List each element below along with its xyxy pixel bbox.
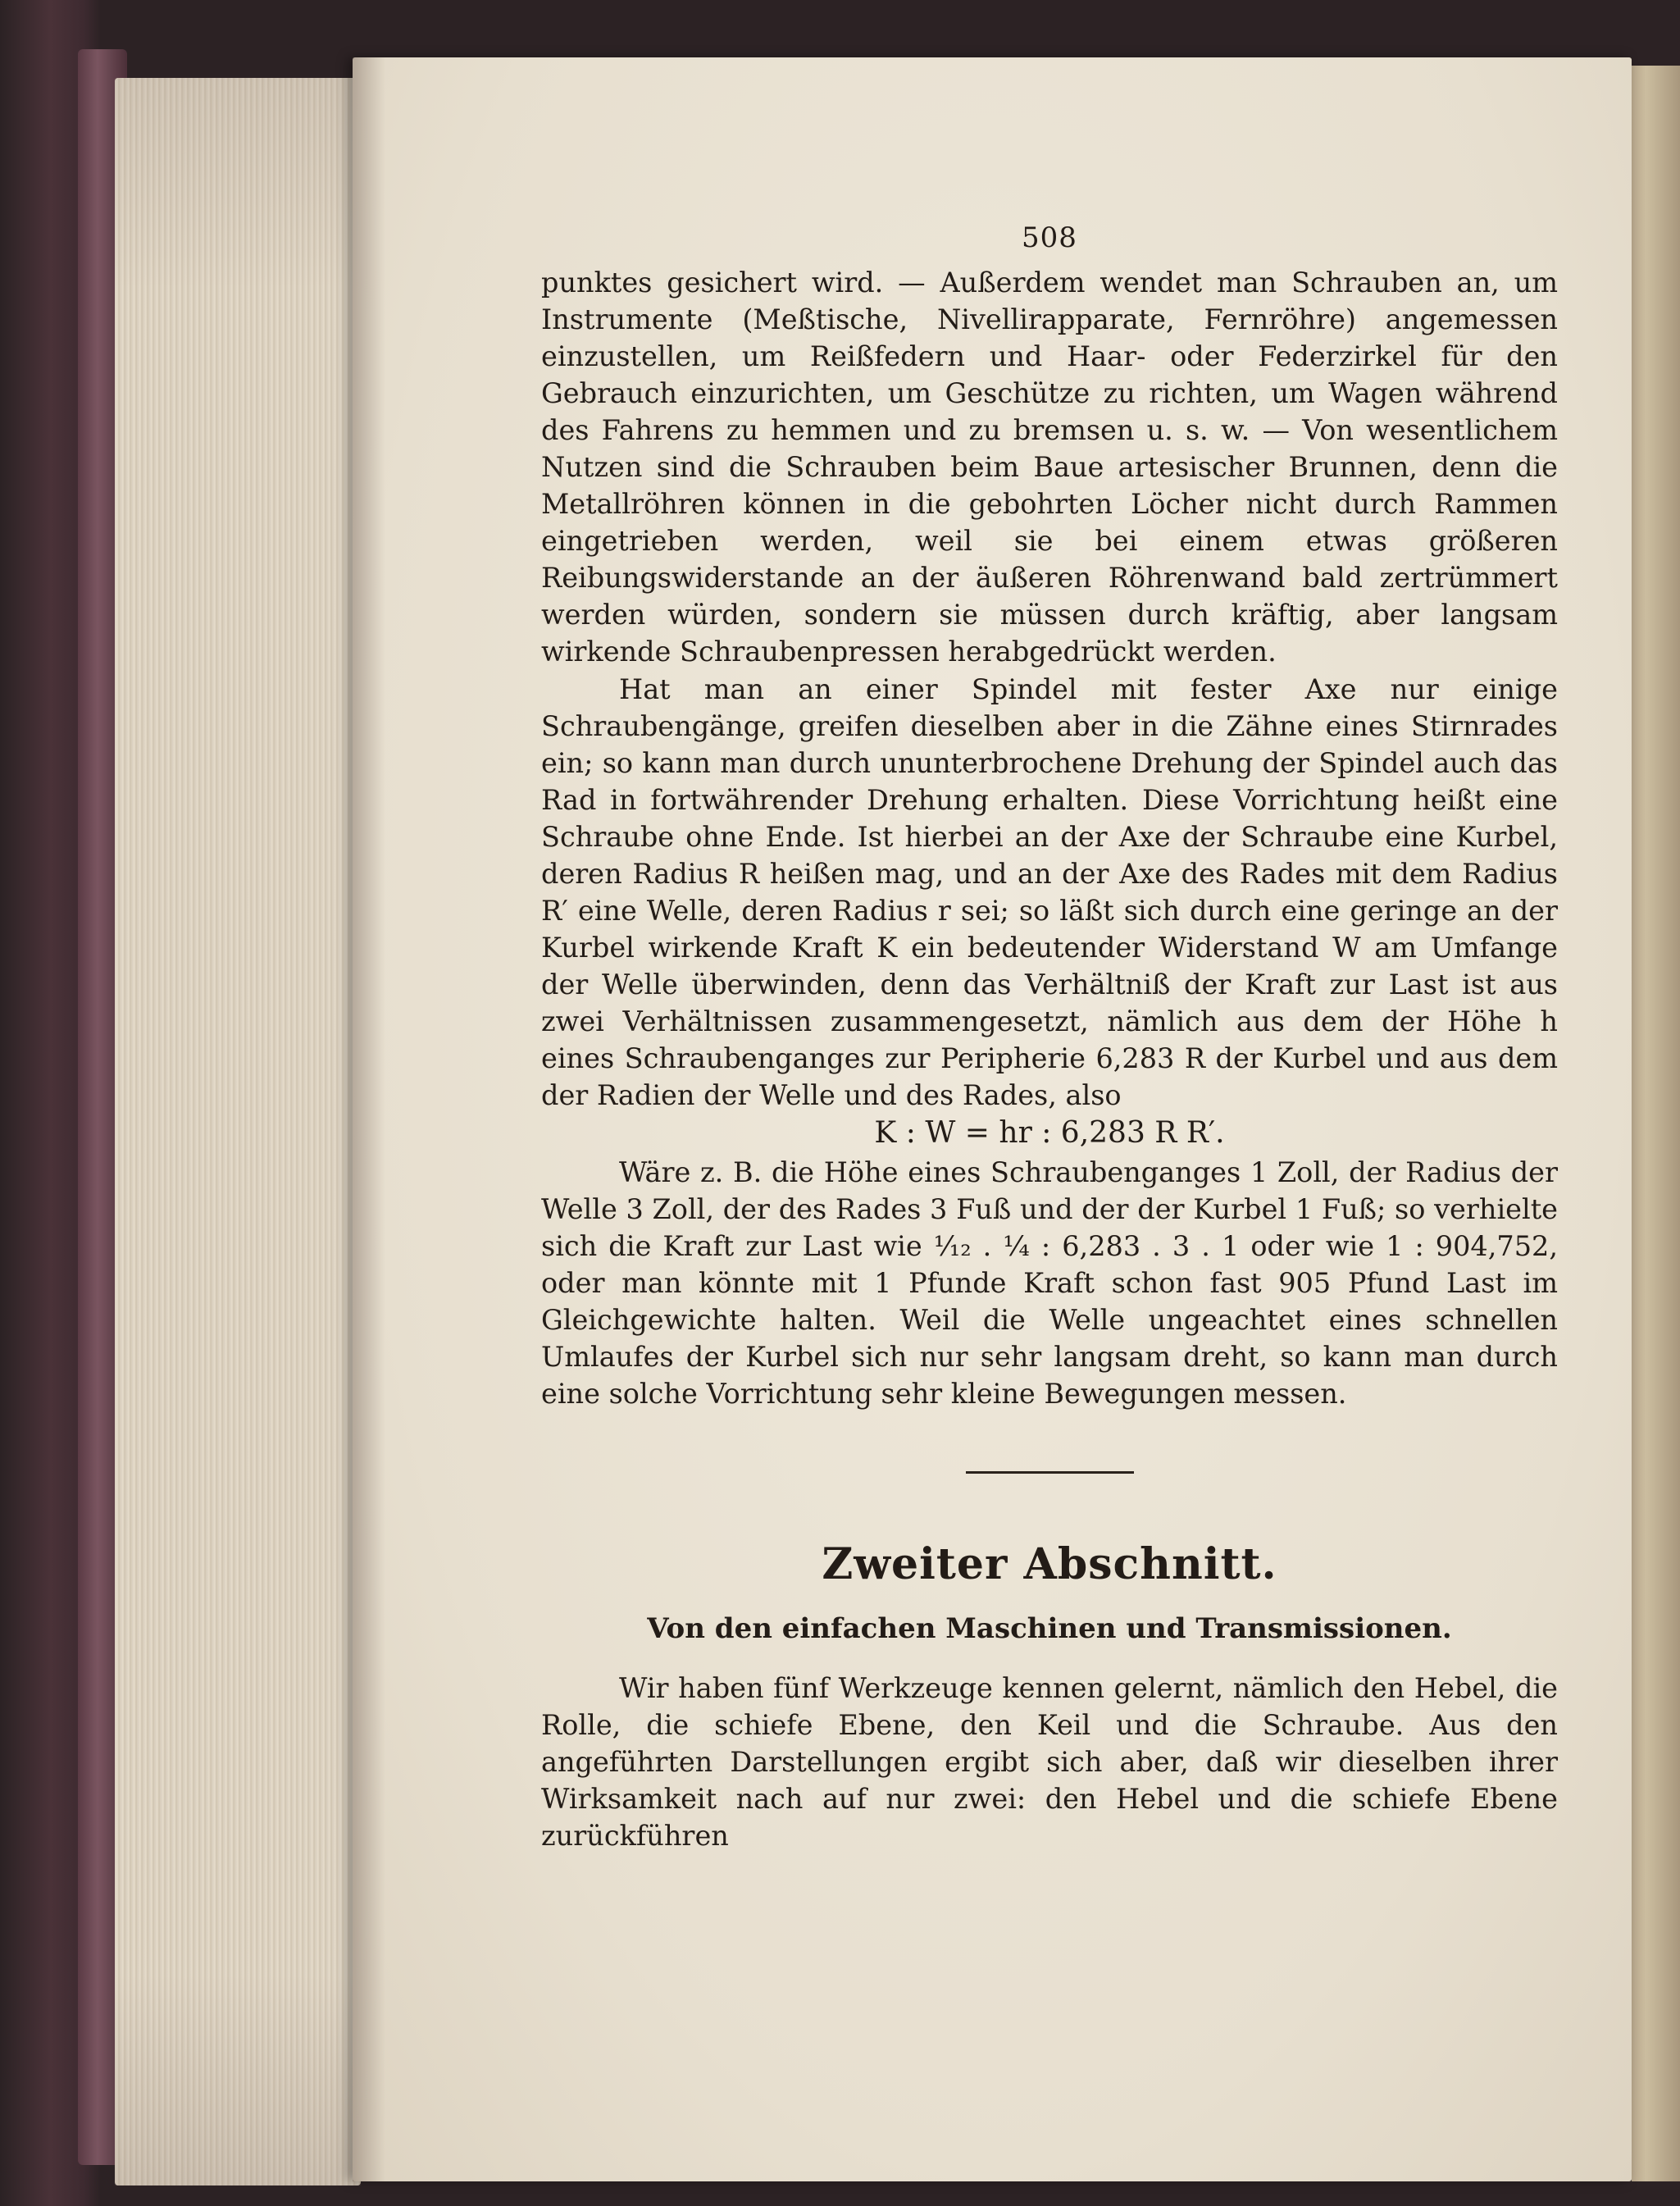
- page-number: 508: [1022, 221, 1077, 254]
- paragraph-continuation: punktes gesichert wird. — Außerdem wendet man Schrauben an, um Instrumente (Meßtische, Nivellirapparate, Fernröhre) angemessen einzustellen, um Reißfedern und Haar- oder Federzirkel für den Gebrauch einzurichten, um Geschütze zu richten, um Wagen während des Fahrens zu hemmen und zu bremsen u. s. w. — Von wesentlichem Nutzen sind die Schrauben beim Baue artesischer Brunnen, denn die Metallröhren können in die gebohrten Löcher nicht durch Rammen eingetrieben werden, weil sie bei einem etwas größeren Reibungswiderstande an der äußeren Röhrenwand bald zertrümmert werden würden, sondern sie müssen durch kräftig, aber langsam wirkende Schraubenpressen herabgedrückt werden.: [541, 267, 1558, 668]
- page-stack-edge: [115, 78, 361, 2185]
- section-divider: [966, 1471, 1134, 1474]
- paragraph-endless-screw: Hat man an einer Spindel mit fester Axe nur einige Schraubengänge, greifen dieselben aber in die Zähne eines Stirnrades ein; so kann man durch ununterbrochene Drehung der Spindel auch das Rad in fortwährender Drehung erhalten. Diese Vorrichtung heißt eine Schraube ohne Ende. Ist hierbei an der Axe der Schraube eine Kurbel, deren Radius R heißen mag, und an der Axe des Rades mit dem Radius R′ eine Welle, deren Radius r sei; so läßt sich durch eine geringe an der Kurbel wirkende Kraft K ein bedeutender Widerstand W am Umfange der Welle überwinden, denn das Verhältniß der Kraft zur Last ist aus zwei Verhältnissen zusammengesetzt, nämlich aus dem der Höhe h eines Schraubenganges zur Peripherie 6,283 R der Kurbel und aus dem der Radien der Welle und des Rades, also: [541, 672, 1558, 1112]
- paragraph-section-intro: Wir haben fünf Werkzeuge kennen gelernt, nämlich den Hebel, die Rolle, die schiefe Ebene, den Keil und die Schraube. Aus den angeführten Darstellungen ergibt sich aber, daß wir dieselben ihrer Wirksamkeit nach auf nur zwei: den Hebel und die schiefe Ebene zurückführen: [541, 1672, 1558, 1853]
- formula: K : W = hr : 6,283 R R′.: [874, 1116, 1225, 1151]
- section-title: Zweiter Abschnitt.: [822, 1539, 1277, 1589]
- facing-page-edge: [1632, 66, 1680, 2181]
- paragraph-example: Wäre z. B. die Höhe eines Schraubenganges 1 Zoll, der Radius der Welle 3 Zoll, der des Rades 3 Fuß und der der Kurbel 1 Fuß; so verhielte sich die Kraft zur Last wie ¹⁄₁₂ . ¹⁄₄ : 6,283 . 3 . 1 oder wie 1 : 904,752, oder man könnte mit 1 Pfunde Kraft schon fast 905 Pfund Last im Gleichgewichte halten. Weil die Welle ungeachtet eines schnellen Umlaufes der Kurbel sich nur sehr langsam dreht, so kann man durch eine solche Vorrichtung sehr kleine Bewegungen messen.: [541, 1155, 1558, 1410]
- page-content: [541, 221, 1558, 1854]
- gutter-shadow: [353, 57, 385, 2181]
- section-subtitle: Von den einfachen Maschinen und Transmissionen.: [647, 1612, 1452, 1645]
